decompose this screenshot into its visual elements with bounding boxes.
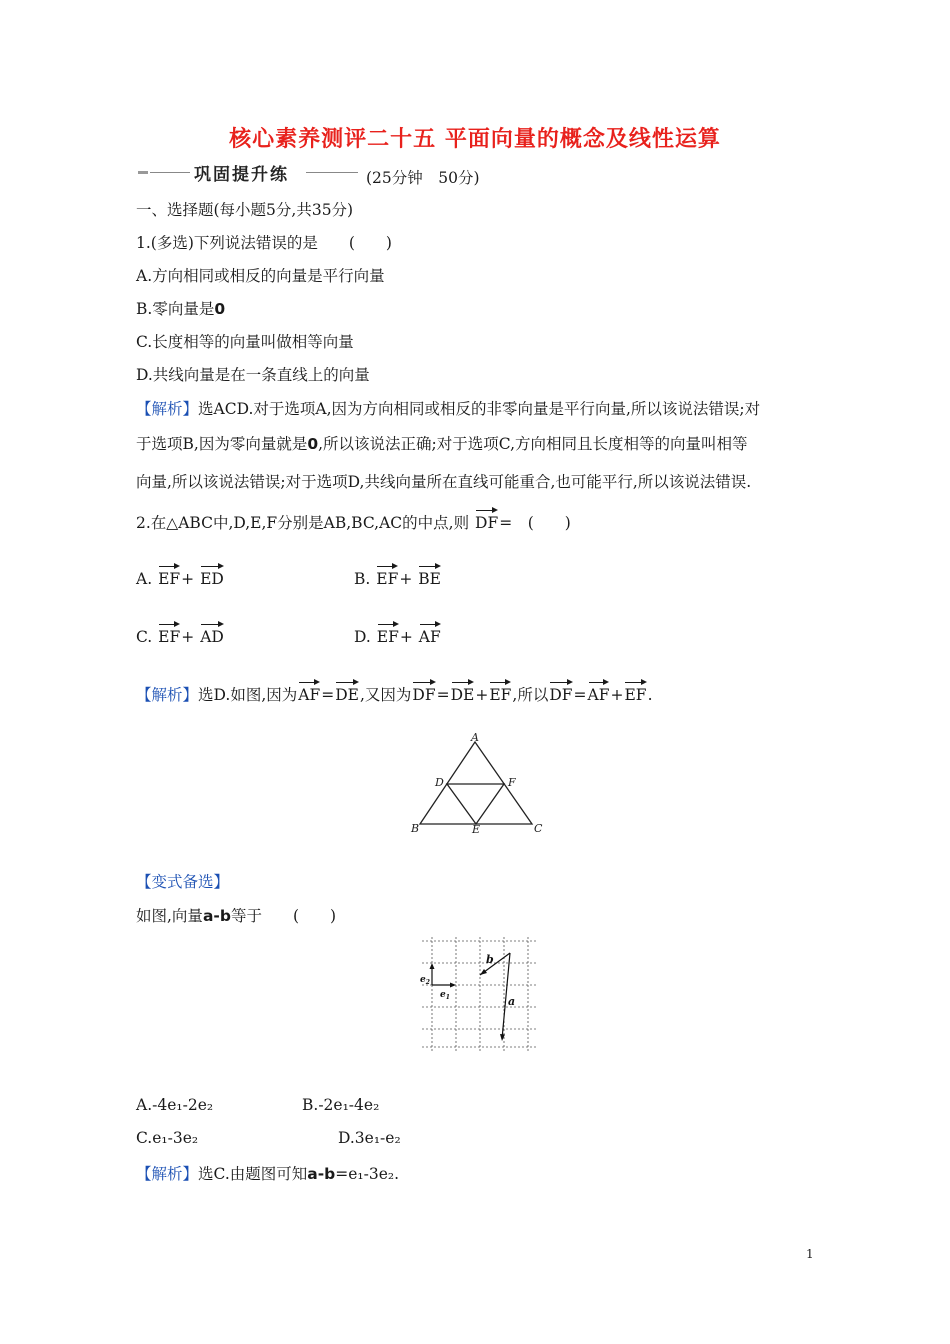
section-header — [138, 160, 368, 184]
variant-option-a: A.-4e₁-2e₂ — [136, 1096, 214, 1114]
q2-option-a: A. EF+ ED — [136, 564, 225, 588]
section-line-left — [150, 172, 190, 173]
label-a: A — [471, 732, 479, 744]
variant-option-b: B.-2e₁-4e₂ — [302, 1096, 380, 1114]
q1-option-d: D.共线向量是在一条直线上的向量 — [136, 366, 370, 384]
q2-answer: 【解析】选D.如图,因为AF=DE,又因为DF=DE+EF,所以DF=AF+EF. — [136, 680, 653, 705]
section-time: (25分钟 50分) — [366, 169, 480, 187]
section-dash — [138, 171, 148, 174]
answer-tag: 【解析】 — [136, 400, 199, 418]
q2-option-b: B. EF+ BE — [354, 564, 442, 588]
variant-option-d: D.3e₁-e₂ — [338, 1129, 401, 1147]
page-number: 1 — [806, 1247, 814, 1261]
vector-grid-figure — [414, 935, 542, 1053]
q1-stem: 1.(多选)下列说法错误的是 ( ) — [136, 234, 392, 252]
e1-arrowhead — [450, 983, 456, 988]
triangle-figure — [400, 732, 560, 840]
variant-stem: 如图,向量a-b等于 ( ) — [136, 907, 337, 925]
answer-tag: 【解析】 — [136, 686, 199, 704]
label-b-vec: b — [486, 953, 494, 966]
triangle-def — [447, 784, 504, 824]
label-c: C — [534, 822, 543, 835]
label-b: B — [411, 822, 420, 835]
section-label: 巩固提升练 — [194, 165, 289, 185]
variant-option-c: C.e₁-3e₂ — [136, 1129, 199, 1147]
label-e1: $e_1$ — [440, 990, 450, 1001]
label-f: F — [508, 776, 516, 789]
q2-option-d: D. EF+ AF — [354, 622, 442, 646]
q1-answer-line2: 于选项B,因为零向量就是0,所以该说法正确;对于选项C,方向相同且长度相等的向量叫相等 — [136, 435, 748, 453]
label-e2: $e_2$ — [420, 975, 430, 986]
page-title: 核心素养测评二十五 平面向量的概念及线性运算 — [229, 126, 721, 152]
variant-tag: 【变式备选】 — [136, 873, 230, 891]
label-a-vec: a — [508, 995, 516, 1008]
q1-option-b: B.零向量是0 — [136, 300, 226, 318]
q1-answer-line1: 【解析】选ACD.对于选项A,因为方向相同或相反的非零向量是平行向量,所以该说法错误;对 — [136, 400, 761, 418]
variant-answer: 【解析】选C.由题图可知a-b=e₁-3e₂. — [136, 1165, 400, 1183]
q1-option-c: C.长度相等的向量叫做相等向量 — [136, 333, 354, 351]
q2-option-c: C. EF+ AD — [136, 622, 225, 646]
section-line-right — [306, 172, 358, 173]
e2-arrowhead — [430, 963, 435, 969]
label-e: E — [472, 823, 481, 836]
label-d: D — [435, 776, 444, 789]
q1-answer-line3: 向量,所以该说法错误;对于选项D,共线向量所在直线可能重合,也可能平行,所以该说法错误. — [136, 473, 752, 491]
q2-stem: 2.在△ABC中,D,E,F分别是AB,BC,AC的中点,则 DF= ( ) — [136, 508, 571, 533]
answer-tag: 【解析】 — [136, 1165, 199, 1183]
part-heading: 一、选择题(每小题5分,共35分) — [136, 201, 354, 219]
q1-option-a: A.方向相同或相反的向量是平行向量 — [136, 267, 385, 285]
